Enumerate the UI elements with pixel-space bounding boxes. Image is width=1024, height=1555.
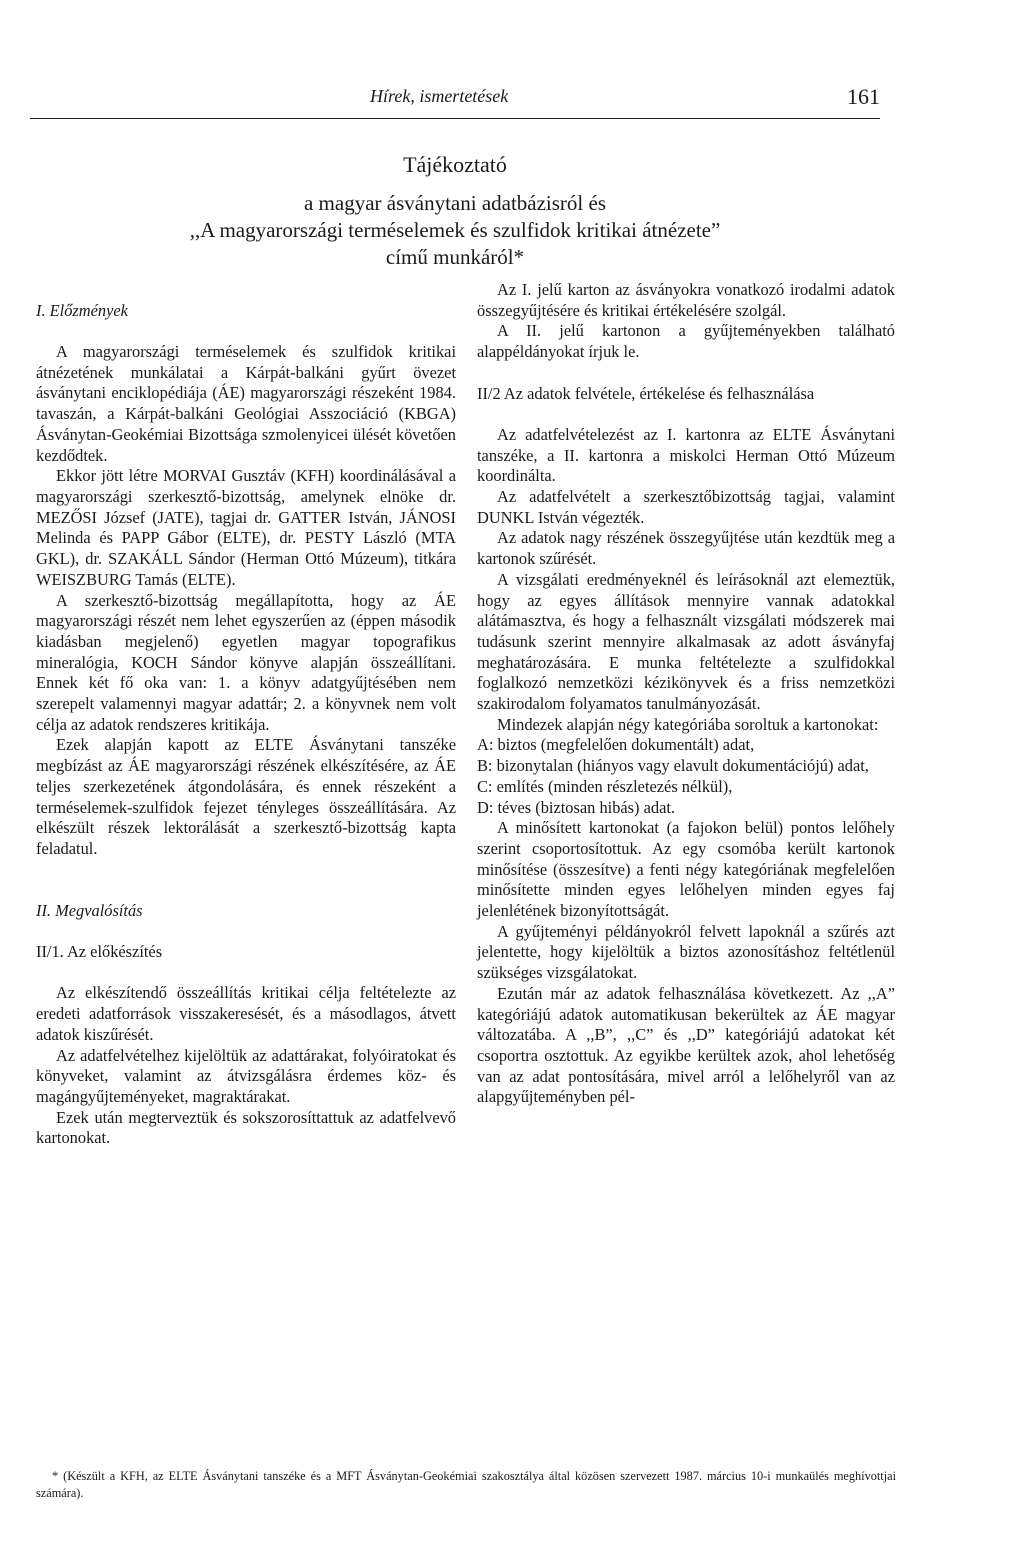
section-heading-megvalositas: II. Megvalósítás <box>36 900 143 920</box>
paragraph: Az adatfelvételt a szerkesztőbizottság tagjai, valamint DUNKL István végezték. <box>477 487 895 527</box>
page-number: 161 <box>847 84 880 109</box>
paragraph: Mindezek alapján négy kategóriába soroltuk a kartonokat: <box>497 714 879 734</box>
title-block <box>30 148 880 271</box>
footnote-text: * (Készült a KFH, az ELTE Ásványtani tanszéke és a MFT Ásványtan-Geokémiai szakosztálya által közösen szervezett 1987. március 10-i munkaülés meghívottjai számára). <box>36 1469 896 1500</box>
subsection-heading-elokeszites: II/1. Az előkészítés <box>36 942 163 962</box>
paragraph: Az elkészítendő összeállítás kritikai célja feltételezte az eredeti adatforrások visszakeresését, és a másodlagos, átvett adatok kiszűrését. <box>36 983 456 1044</box>
category-item-b: B: bizonytalan (hiányos vagy elavult dokumentációjú) adat, <box>477 756 869 776</box>
paragraph: A minősített kartonokat (a fajokon belül) pontos lelőhely szerint csoportosítottuk. Az egy csomóba került kartonok minősítése (összesítve) a fenti négy kategóriának megfelelően minősítette minden egyes lelőhelyen minden egyes faj jelenlétének bizonyítottságát. <box>477 818 895 921</box>
paragraph: Ekkor jött létre MORVAI Gusztáv (KFH) koordinálásával a magyarországi szerkesztő-bizottság, amelynek elnöke dr. MEZŐSI József (JATE), tagjai dr. GATTER István, JÁNOSI Melinda és PAPP Gábor (ELTE), dr. PESTY László (MTA GKL), dr. SZAKÁLL Sándor (Herman Ottó Múzeum), titkára WEISZBURG Tamás (ELTE). <box>36 466 456 589</box>
subsection-heading-adatok-felvetele: II/2 Az adatok felvétele, értékelése és felhasználása <box>477 383 815 403</box>
header-divider <box>30 118 880 119</box>
right-column <box>477 280 895 1108</box>
paragraph: Az I. jelű karton az ásványokra vonatkozó irodalmi adatok összegyűjtésére és kritikai értékelésére szolgál. <box>477 280 895 320</box>
paragraph: Ezek után megterveztük és sokszorosíttattuk az adatfelvevő kartonokat. <box>36 1107 456 1148</box>
category-item-a: A: biztos (megfelelően dokumentált) adat, <box>477 735 755 755</box>
category-item-c: C: említés (minden részletezés nélkül), <box>477 776 733 796</box>
article-subtitle-line-2: ,,A magyarországi terméselemek és szulfidok kritikai átnézete” <box>189 218 721 242</box>
running-header <box>30 86 880 116</box>
paragraph: A szerkesztő-bizottság megállapította, hogy az ÁE magyarországi részét nem lehet egyszerűen az (éppen második kiadásban megjelenő) egyetlen magyar topografikus mineralógia, KOCH Sándor könyve alapján összeállítani. Ennek két fő oka van: 1. a könyv adatgyűjtésében nem szerepelt valamennyi magyar adattár; 2. a könyvnek nem volt célja az adatok rendszeres kritikája. <box>36 590 456 734</box>
left-column <box>36 280 456 1149</box>
paragraph: Az adatfelvételezést az I. kartonra az ELTE Ásványtani tanszéke, a II. kartonra a miskolci Herman Ottó Múzeum koordinálta. <box>477 424 895 486</box>
article-subtitle-line-3: című munkáról* <box>385 245 525 269</box>
footnote <box>36 1468 896 1502</box>
paragraph: A vizsgálati eredményeknél és leírásoknál azt elemeztük, hogy az egyes állítások mennyire vannak adatokkal alátámasztva, és hogy a felhasznált vizsgálati módszerek mai tudásunk szerint mennyire alkalmasak az adott ásványfaj meghatározására. E munka feltételezte a szulfidokkal foglalkozó nemzetközi kézikönyvek és a friss nemzetközi szakirodalom folyamatos tanulmányozását. <box>477 569 895 714</box>
paragraph: A II. jelű kartonon a gyűjteményekben található alappéldányokat írjuk le. <box>477 321 895 362</box>
category-item-d: D: téves (biztosan hibás) adat. <box>477 797 675 817</box>
paragraph: Az adatfelvételhez kijelöltük az adattárakat, folyóiratokat és könyveket, valamint az átvizsgálásra érdemes köz- és magángyűjteményeket, magraktárakat. <box>36 1045 456 1106</box>
paragraph: Ezek alapján kapott az ELTE Ásványtani tanszéke megbízást az ÁE magyarországi részének elkészítésére, az ÁE teljes szerkezetének átgondolására, és ennek részeként a terméselemek-szulfidok fejezet tényleges összeállítására. Az elkészült részek lektorálását a szerkesztő-bizottság kapta feladatul. <box>36 735 456 858</box>
article-title: Tájékoztató <box>403 152 507 177</box>
paragraph: A magyarországi terméselemek és szulfidok kritikai átnézetének munkálatai a Kárpát-balkáni gyűrt övezet ásványtani enciklopédiája (ÁE) magyarországi részeként 1984. tavaszán, a Kárpát-balkáni Geológiai Asszociáció (KBGA) Ásványtan-Geokémiai Bizottsága szmolenyicei ülését követően kezdődtek. <box>36 342 456 465</box>
paragraph: A gyűjteményi példányokról felvett lapoknál a szűrés azt jelentette, hogy kijelöltük a biztos azonosításhoz feltétlenül szükséges vizsgálatokat. <box>477 921 895 983</box>
running-title: Hírek, ismertetések <box>370 86 509 106</box>
paragraph: Az adatok nagy részének összegyűjtése után kezdtük meg a kartonok szűrését. <box>477 528 895 569</box>
paragraph: Ezután már az adatok felhasználása következett. Az ,,A” kategóriájú adatok automatikusan bekerültek az ÁE magyar változatába. A ,,B”, ,,C” és ,,D” kategóriájú adatokat két csoportra osztottuk. Az egyikbe kerültek azok, ahol lehetőség van az adat pontosítására, mivel arról a lelőhelyről van az alapgyűjteményben pél- <box>477 983 895 1107</box>
article-subtitle-line-1: a magyar ásványtani adatbázisról és <box>303 191 607 215</box>
section-heading-elozmenyek: I. Előzmények <box>36 300 128 320</box>
